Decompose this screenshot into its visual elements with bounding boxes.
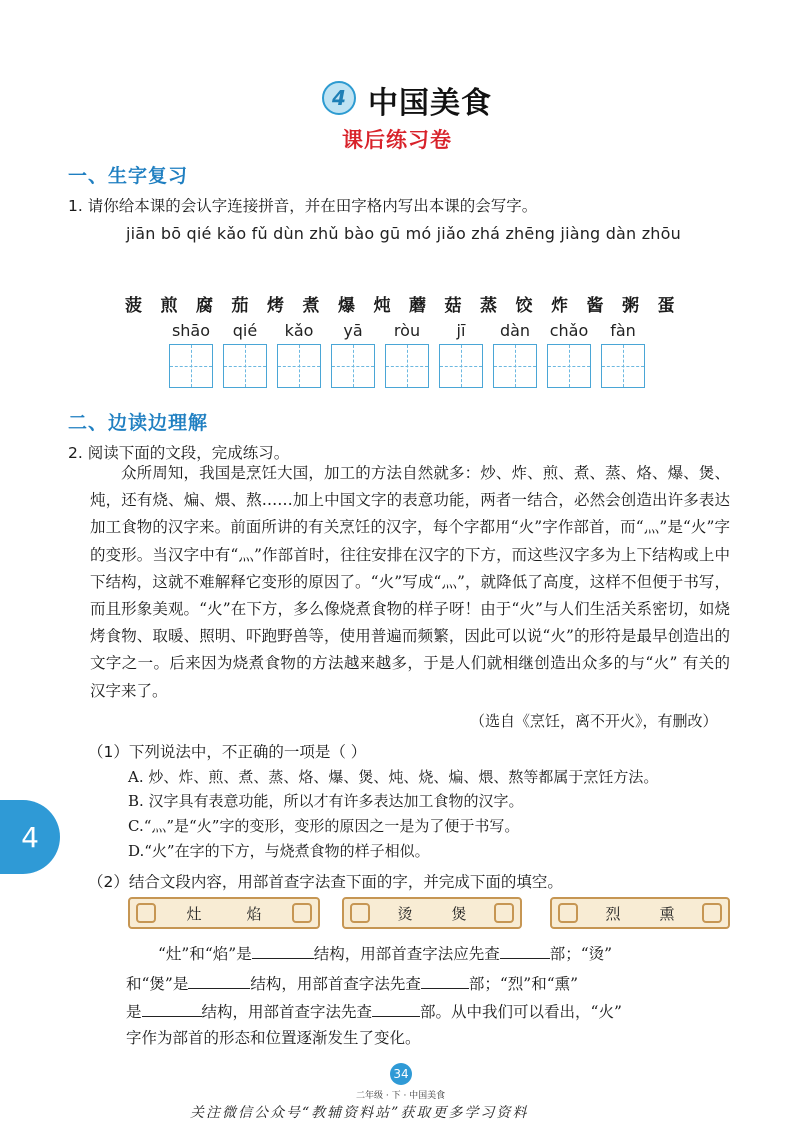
sheet-title: 课后练习卷 (342, 127, 452, 152)
grid-pinyin: chǎo (549, 321, 589, 340)
writing-cell (546, 320, 592, 388)
answer-blank[interactable] (500, 940, 550, 959)
scroll-ornament-icon (136, 903, 156, 923)
scroll-char: 焰 (246, 904, 262, 923)
fill-text: 结构，用部首查字法先查 (201, 1003, 373, 1021)
side-lesson-tab: 4 (0, 800, 60, 874)
scroll-banner-3 (550, 897, 730, 929)
page-number-badge: 34 (390, 1063, 412, 1085)
q1-prompt: 1. 请你给本课的会认字连接拼音，并在田字格内写出本课的会写字。 (68, 197, 538, 215)
tianzige-box[interactable] (277, 344, 321, 388)
char-item[interactable]: 菇 (444, 296, 462, 316)
fill-text: “灶”和“焰”是 (158, 945, 252, 963)
tianzige-box[interactable] (223, 344, 267, 388)
fill-line-4 (126, 1026, 421, 1048)
section1-heading: 一、生字复习 (68, 165, 189, 187)
scroll-ornament-icon (702, 903, 722, 923)
writing-cell (384, 320, 430, 388)
option-a[interactable]: A. 炒、炸、煎、煮、蒸、烙、爆、煲、炖、烧、煸、煨、熬等都属于烹饪方法。 (128, 768, 659, 786)
tianzige-box[interactable] (331, 344, 375, 388)
char-item[interactable]: 煮 (302, 296, 320, 316)
footer-promo-text: 关注微信公众号“教辅资料站”获取更多学习资料 (190, 1105, 529, 1121)
scroll-ornament-icon (558, 903, 578, 923)
char-item[interactable]: 菠 (125, 296, 142, 316)
scroll-char: 烈 (605, 904, 621, 923)
char-item[interactable]: 茄 (231, 296, 249, 316)
grid-pinyin: kǎo (284, 321, 314, 340)
option-d[interactable]: D.“火”在字的下方，与烧煮食物的样子相似。 (128, 842, 430, 860)
scroll-char: 煲 (451, 904, 467, 923)
fill-text: 和“煲”是 (126, 975, 189, 993)
lesson-title: 中国美食 (368, 86, 492, 121)
fill-text: 结构，用部首查字法先查 (250, 975, 421, 993)
q1-char-row (125, 291, 693, 316)
writing-cell (492, 320, 538, 388)
tianzige-box[interactable] (601, 344, 645, 388)
lesson-number-badge: 4 (322, 81, 356, 115)
grid-pinyin: dàn (499, 321, 531, 340)
sub-question-2: （2）结合文段内容，用部首查字法查下面的字，并完成下面的填空。 (88, 873, 563, 891)
fill-text: 是 (126, 1003, 142, 1021)
answer-blank[interactable] (142, 998, 202, 1017)
tianzige-box[interactable] (493, 344, 537, 388)
grid-pinyin: jī (456, 321, 466, 340)
passage-source: （选自《烹饪，离不开火》，有删改） (470, 712, 718, 730)
writing-cell (330, 320, 376, 388)
fill-line-3 (126, 998, 622, 1022)
grid-pinyin: fàn (610, 321, 636, 340)
fill-text: 字作为部首的形态和位置逐渐发生了变化。 (126, 1029, 421, 1047)
char-item[interactable]: 爆 (338, 296, 355, 316)
scroll-char: 灶 (186, 904, 202, 923)
char-item[interactable]: 蒸 (480, 296, 497, 316)
answer-blank[interactable] (188, 970, 250, 989)
fill-line-2 (126, 970, 578, 994)
section2-heading: 二、边读边理解 (68, 412, 209, 434)
sub-question-1: （1）下列说法中，不正确的一项是（ ） (88, 743, 367, 761)
passage-text: 众所周知，我国是烹饪大国，加工的方法自然就多：炒、炸、煎、煮、蒸、烙、爆、煲、炖，还有烧、煸、煨、熬……加上中国文字的表意功能，两者一结合，必然会创造出许多表达加工食物的汉字来。前面所讲的有关烹饪的汉字，每个字都用“火”字作部首，而“灬”是“火”字的变形。当汉字中有“灬”作部首时，往往安排在汉字的下方，而这些汉字多为上下结构或上中下结构，这就不难解释它变形的原因了。“火”写成“灬”，就降低了高度，这样不但便于书写，而且形象美观。“火”在下方，多么像烧煮食物的样子呀！由于“火”与人们生活关系密切，如烧烤食物、取暖、照明、吓跑野兽等，使用普遍而频繁，因此可以说“火”的形符是最早创造出的文字之一。后来因为烧煮食物的方法越来越多，于是人们就相继创造出众多的与“火” 有关的汉字来了。 (90, 464, 730, 700)
scroll-banner-2 (342, 897, 522, 929)
char-item[interactable]: 粥 (622, 296, 639, 316)
fill-text: 部。从中我们可以看出，“火” (420, 1003, 622, 1021)
fill-line-1 (158, 940, 612, 964)
writing-cell (168, 320, 214, 388)
scroll-ornament-icon (292, 903, 312, 923)
char-item[interactable]: 炖 (373, 296, 391, 316)
grid-pinyin: qié (232, 321, 258, 340)
tianzige-box[interactable] (547, 344, 591, 388)
writing-cell (276, 320, 322, 388)
scroll-ornament-icon (350, 903, 370, 923)
char-item[interactable]: 蛋 (657, 296, 675, 316)
scroll-banner-1 (128, 897, 320, 929)
writing-cell (222, 320, 268, 388)
grid-pinyin: shāo (171, 321, 211, 340)
char-item[interactable]: 蘑 (409, 296, 426, 316)
q1-pinyin-line: jiān bō qié kǎo fǔ dùn zhǔ bào gū mó jiǎo zhá zhēng jiàng dàn zhōu (126, 224, 681, 243)
scroll-ornament-icon (494, 903, 514, 923)
reading-passage (90, 460, 730, 705)
tianzige-box[interactable] (439, 344, 483, 388)
q2-prompt: 2. 阅读下面的文段，完成练习。 (68, 444, 290, 462)
tianzige-box[interactable] (169, 344, 213, 388)
page-caption: 二年级 · 下 · 中国美食 (356, 1091, 446, 1101)
char-item[interactable]: 酱 (586, 296, 604, 316)
grid-pinyin: ròu (393, 321, 421, 340)
scroll-char: 烫 (397, 904, 413, 923)
char-item[interactable]: 炸 (551, 296, 568, 316)
grid-pinyin: yā (343, 321, 363, 340)
char-item[interactable]: 腐 (196, 296, 213, 316)
scroll-char: 熏 (659, 904, 675, 923)
fill-text: 部；“烫” (549, 945, 613, 963)
option-c[interactable]: C.“灬”是“火”字的变形，变形的原因之一是为了便于书写。 (128, 817, 520, 835)
char-item[interactable]: 煎 (160, 296, 178, 316)
writing-cell (600, 320, 646, 388)
option-b[interactable]: B. 汉字具有表意功能，所以才有许多表达加工食物的汉字。 (128, 792, 524, 810)
fill-text: 结构，用部首查字法应先查 (313, 945, 500, 963)
char-item[interactable]: 烤 (267, 296, 284, 316)
char-item[interactable]: 饺 (515, 296, 533, 316)
tianzige-box[interactable] (385, 344, 429, 388)
writing-cell (438, 320, 484, 388)
answer-blank[interactable] (372, 998, 420, 1017)
tianzige-row (168, 320, 646, 388)
fill-text: 部；“烈”和“熏” (468, 975, 579, 993)
answer-blank[interactable] (421, 970, 469, 989)
answer-blank[interactable] (252, 940, 314, 959)
